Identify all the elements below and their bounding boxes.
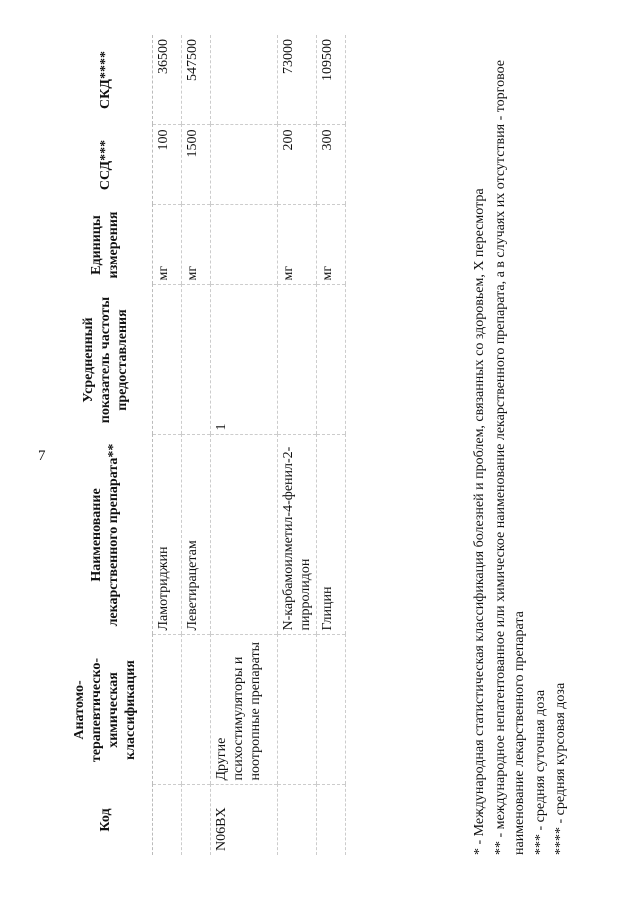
header-ssd: ССД*** <box>58 125 153 205</box>
cell-units: мг <box>182 205 211 285</box>
cell-frequency <box>317 285 346 435</box>
rotated-page-content <box>10 35 610 855</box>
cell-skd: 547500 <box>182 35 211 125</box>
cell-frequency <box>278 285 317 435</box>
table-row <box>182 35 211 855</box>
cell-ssd: 1500 <box>182 125 211 205</box>
cell-units: мг <box>278 205 317 285</box>
header-code: Код <box>58 785 153 855</box>
cell-ssd: 300 <box>317 125 346 205</box>
cell-atc <box>153 635 182 785</box>
cell-atc <box>278 635 317 785</box>
footnote-2: ** - международное непатентованное или химическое наименование лекарственного препарата, а в случаях их отсутствия - торговое наименование лекарственного препарата <box>493 60 527 855</box>
cell-ssd: 100 <box>153 125 182 205</box>
footnote-4: **** - средняя курсовая доза <box>553 682 568 855</box>
cell-drug-name: Леветирацетам <box>182 435 211 635</box>
cell-drug-name <box>211 435 278 635</box>
cell-units: мг <box>317 205 346 285</box>
cell-frequency <box>153 285 182 435</box>
table-row <box>211 35 278 855</box>
cell-drug-name: Глицин <box>317 435 346 635</box>
cell-ssd <box>211 125 278 205</box>
cell-skd <box>211 35 278 125</box>
cell-code <box>278 785 317 855</box>
header-skd: СКД**** <box>58 35 153 125</box>
cell-ssd: 200 <box>278 125 317 205</box>
header-frequency: Усредненный показатель частоты предоставления <box>58 285 153 435</box>
cell-atc <box>317 635 346 785</box>
cell-frequency: 1 <box>211 285 278 435</box>
cell-atc: Другие психостимуляторы и ноотропные препараты <box>211 635 278 785</box>
header-atc: Анатомо-терапевтическо-химическая классификация <box>58 635 153 785</box>
page-number: 7 <box>38 448 46 464</box>
table-row <box>153 35 182 855</box>
table-header-row <box>58 35 153 855</box>
footnote-3: *** - средняя суточная доза <box>533 689 548 855</box>
cell-units: мг <box>153 205 182 285</box>
cell-code <box>182 785 211 855</box>
header-drug-name: Наименование лекарственного препарата** <box>58 435 153 635</box>
drug-table <box>58 35 346 855</box>
cell-atc <box>182 635 211 785</box>
header-units: Единицы измерения <box>58 205 153 285</box>
cell-skd: 73000 <box>278 35 317 125</box>
cell-code <box>153 785 182 855</box>
cell-units <box>211 205 278 285</box>
cell-code <box>317 785 346 855</box>
cell-drug-name: N-карбамоилметил-4-фенил-2-пирролидон <box>278 435 317 635</box>
table-row <box>317 35 346 855</box>
cell-frequency <box>182 285 211 435</box>
cell-code: N06BX <box>211 785 278 855</box>
table-row <box>278 35 317 855</box>
cell-drug-name: Ламотриджин <box>153 435 182 635</box>
cell-skd: 36500 <box>153 35 182 125</box>
footnote-1: * - Международная статистическая классификация болезней и проблем, связанных со здоровьем, X пересмотра <box>472 188 487 855</box>
cell-skd: 109500 <box>317 35 346 125</box>
